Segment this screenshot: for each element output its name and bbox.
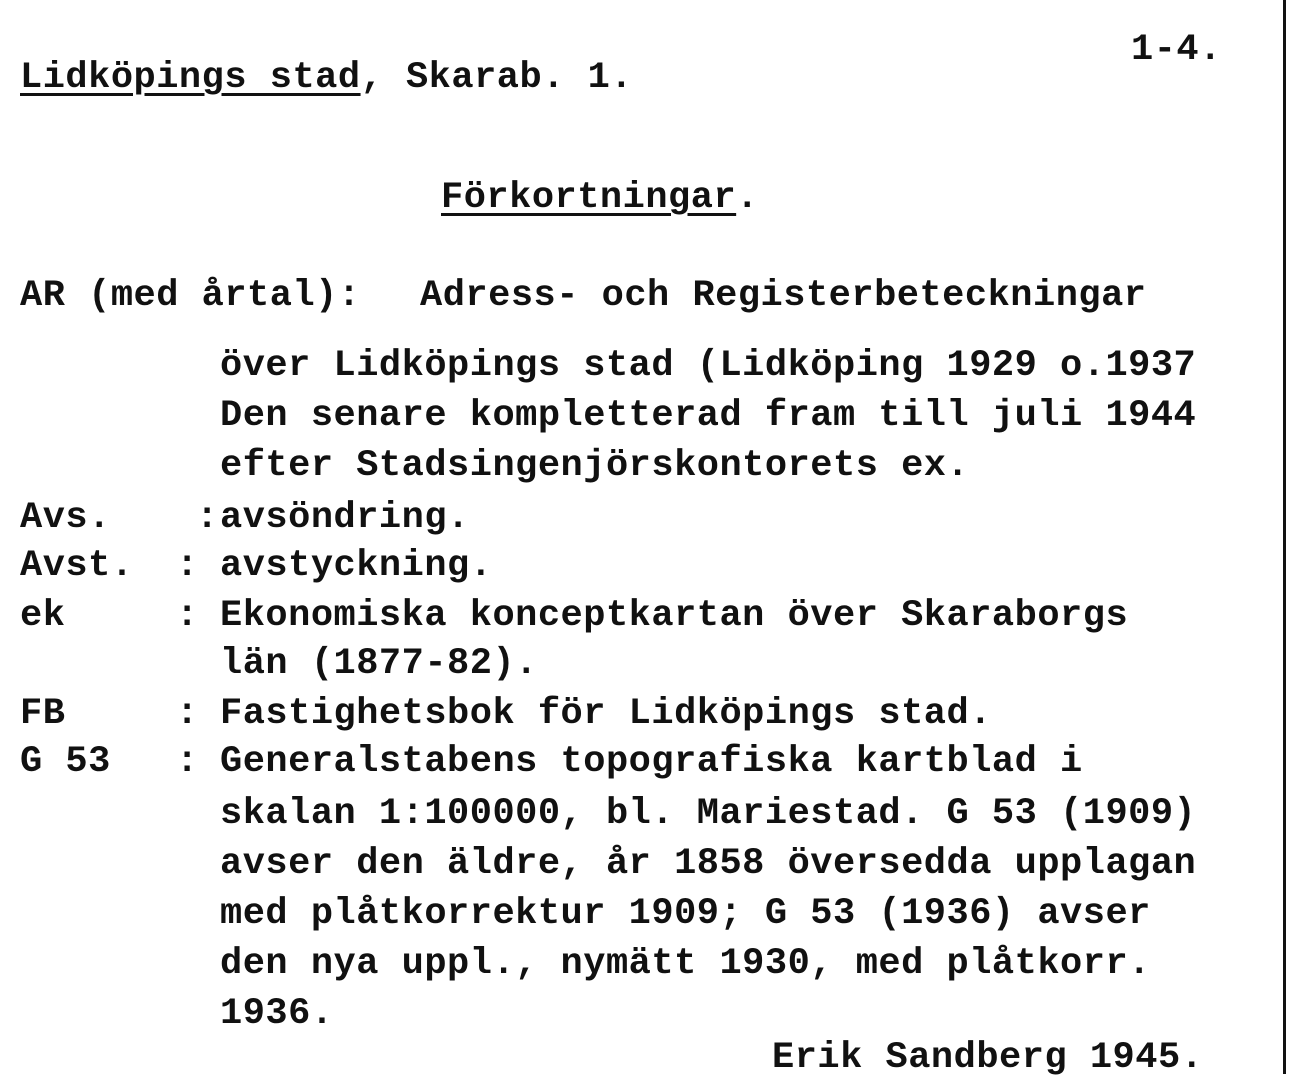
entry-avs-text: avsöndring. [220, 497, 470, 539]
entry-fb-term: FB [20, 693, 66, 735]
entry-g53-line3: avser den äldre, år 1858 översedda upplagan [220, 843, 1197, 885]
entry-avs-term: Avs. [20, 497, 111, 539]
card-right-edge [1283, 0, 1286, 1074]
entry-ek-term: ek [20, 595, 66, 637]
entry-avst-term: Avst. [20, 545, 134, 587]
entry-g53-line6: 1936. [220, 993, 334, 1035]
entry-g53-line2: skalan 1:100000, bl. Mariestad. G 53 (1909) [220, 793, 1197, 835]
entry-g53-line4: med plåtkorrektur 1909; G 53 (1936) avser [220, 893, 1151, 935]
entry-fb-text: Fastighetsbok för Lidköpings stad. [220, 693, 992, 735]
entry-fb-sep: : [176, 693, 199, 735]
entry-g53-line5: den nya uppl., nymätt 1930, med plåtkorr. [220, 943, 1151, 985]
entry-ek-line1: Ekonomiska konceptkartan över Skaraborgs [220, 595, 1129, 637]
card-number: 1-4. [1131, 29, 1222, 71]
page-title [441, 176, 759, 220]
title-period: . [736, 177, 759, 219]
entry-avst-sep: : [176, 545, 199, 587]
card-header [20, 56, 633, 100]
entry-g53-line1: Generalstabens topografiska kartblad i [220, 741, 1083, 783]
signature: Erik Sandberg 1945. [772, 1037, 1204, 1079]
entry-ar-term: AR (med årtal): [20, 275, 361, 317]
entry-ek-sep: : [176, 595, 199, 637]
entry-avst-text: avstyckning. [220, 545, 493, 587]
entry-ar-line1: Adress- och Registerbeteckningar [420, 275, 1147, 317]
entry-ar-line2: över Lidköpings stad (Lidköping 1929 o.1937 [220, 345, 1197, 387]
title-text: Förkortningar [441, 177, 737, 219]
entry-avs-sep: : [196, 497, 219, 539]
entry-ar-line4: efter Stadsingenjörskontorets ex. [220, 445, 970, 487]
entry-ar-line3: Den senare kompletterad fram till juli 1944 [220, 395, 1197, 437]
entry-ek-line2: län (1877-82). [220, 643, 538, 685]
entry-g53-term: G 53 [20, 741, 111, 783]
entry-g53-sep: : [176, 741, 199, 783]
region-code: , Skarab. 1. [360, 57, 634, 99]
place-name: Lidköpings stad [20, 57, 361, 99]
